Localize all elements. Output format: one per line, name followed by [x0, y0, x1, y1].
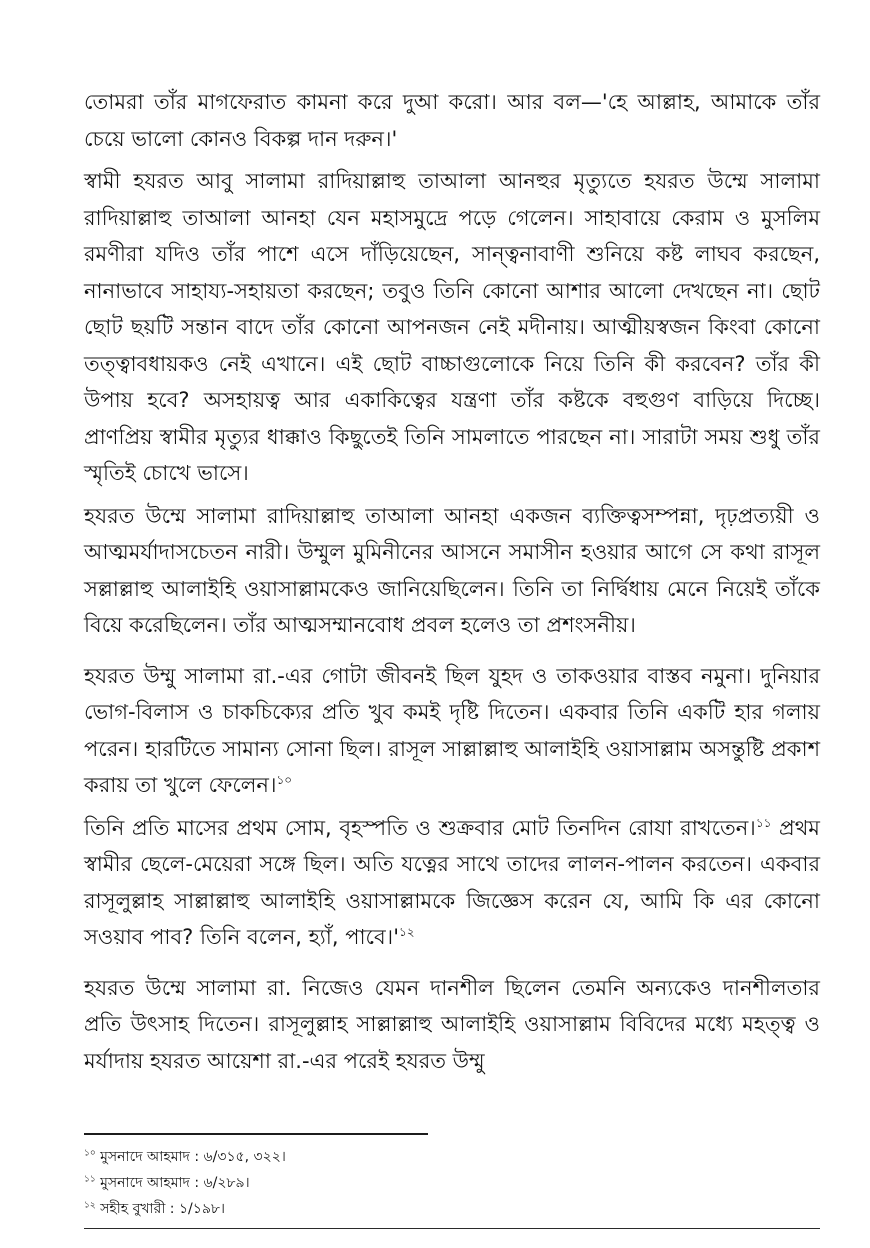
paragraph-6: হযরত উম্মে সালামা রা. নিজেও যেমন দানশীল ছিলেন তেমনি অন্যকেও দানশীলতার প্রতি উৎসাহ দিতেন। রাসূলুল্লাহ সাল্লাল্লাহু আলাইহি ওয়াসাল্লাম বিবিদের মধ্যে মহত্ত্ব ও মর্যাদায় হযরত আয়েশা রা.-এর পরেই হযরত উম্মু: [84, 975, 820, 1073]
paragraph-5: তিনি প্রতি মাসের প্রথম সোম, বৃহস্পতি ও শুক্রবার মোট তিনদিন রোযা রাখতেন।$^{১১}$ প্রথম স্বামীর ছেলে-মেয়েরা সঙ্গে ছিল। অতি যত্নের সাথে তাদের লালন-পালন করতেন। একবার রাসূলুল্লাহ সাল্লাল্লাহু আলাইহি ওয়াসাল্লামকে জিজ্ঞেস করেন যে, আমি কি এর কোনো সওয়াব পাব? তিনি বলেন, হ্যাঁ, $পাবে।'^{১২}$: [84, 815, 820, 949]
paragraph-4: হযরত উম্মু সালামা রা.-এর গোটা জীবনই ছিল যুহদ ও তাকওয়ার বাস্তব নমুনা। দুনিয়ার ভোগ-বিলাস ও চাকচিক্যের প্রতি খুব কমই দৃষ্টি দিতেন। একবার তিনি একটি হার গলায় পরেন। হারটিতে সামান্য সোনা ছিল। রাসূল সাল্লাল্লাহু আলাইহি ওয়াসাল্লাম অসন্তুষ্টি প্রকাশ করায় তা খুলে ফেলেন।$^{১০}$: [84, 663, 820, 797]
footnote-11: $^{১১}$ মুসনাদে আহমাদ : ৬/২৮৯।: [84, 1174, 250, 1191]
page-bottom-line: [84, 1228, 820, 1229]
paragraph-1: তোমরা তাঁর মাগফেরাত কামনা করে দুআ করো। আর বল—'হে আল্লাহ, আমাকে তাঁর চেয়ে ভালো কোনও বিকল্প দান দরুন।': [84, 90, 820, 151]
paragraph-3: হযরত উম্মে সালামা রাদিয়াল্লাহু তাআলা আনহা একজন ব্যক্তিত্বসম্পন্না, দৃঢ়প্রত্যয়ী ও আত্মমর্যাদাসচেতন নারী। উম্মুল মুমিনীনের আসনে সমাসীন হওয়ার আগে সে কথা রাসূল সল্লাল্লাহু আলাইহি ওয়াসাল্লামকেও জানিয়েছিলেন। তিনি তা নির্দ্বিধায় মেনে নিয়েই তাঁকে বিয়ে করেছিলেন। তাঁর আত্মসম্মানবোধ প্রবল হলেও তা প্রশংসনীয়।: [84, 503, 820, 637]
footnotes: [84, 1144, 684, 1222]
footnote-divider: [84, 1133, 428, 1135]
page-body: [84, 84, 820, 1085]
paragraph-2: স্বামী হযরত আবু সালামা রাদিয়াল্লাহু তাআলা আনহুর মৃত্যুতে হযরত উম্মে সালামা রাদিয়াল্লাহু তাআলা আনহা যেন মহাসমুদ্রে পড়ে গেলেন। সাহাবায়ে কেরাম ও মুসলিম রমণীরা যদিও তাঁর পাশে এসে দাঁড়িয়েছেন, সান্ত্বনাবাণী শুনিয়ে কষ্ট লাঘব করছেন, নানাভাবে সাহায্য-সহায়তা করছেন; তবুও তিনি কোনো আশার আলো দেখছেন না। ছোট ছোট ছয়টি সন্তান বাদে তাঁর কোনো আপনজন নেই মদীনায়। আত্মীয়স্বজন কিংবা কোনো তত্ত্বাবধায়কও নেই এখানে। এই ছোট বাচ্চাগুলোকে নিয়ে তিনি কী করবেন? তাঁর কী উপায় হবে? অসহায়ত্ব আর একাকিত্বের যন্ত্রণা তাঁর কষ্টকে বহুগুণ বাড়িয়ে দিচ্ছে। প্রাণপ্রিয় স্বামীর মৃত্যুর ধাক্কাও কিছুতেই তিনি সামলাতে পারছেন না। সারাটা সময় শুধু তাঁর স্মৃতিই চোখে ভাসে।: [84, 169, 820, 485]
footnote-ref-11[interactable]: ১১: [755, 815, 772, 830]
footnote-ref-12[interactable]: ১২: [398, 925, 415, 939]
footnote-10: $^{১০}$ মুসনাদে আহমাদ : ৬/৩১৫, ৩২২।: [84, 1148, 286, 1165]
footnote-12: $^{১২}$ সহীহ বুখারী : ১/১৯৮।: [84, 1200, 225, 1217]
footnote-ref-10[interactable]: ১০: [276, 773, 293, 787]
